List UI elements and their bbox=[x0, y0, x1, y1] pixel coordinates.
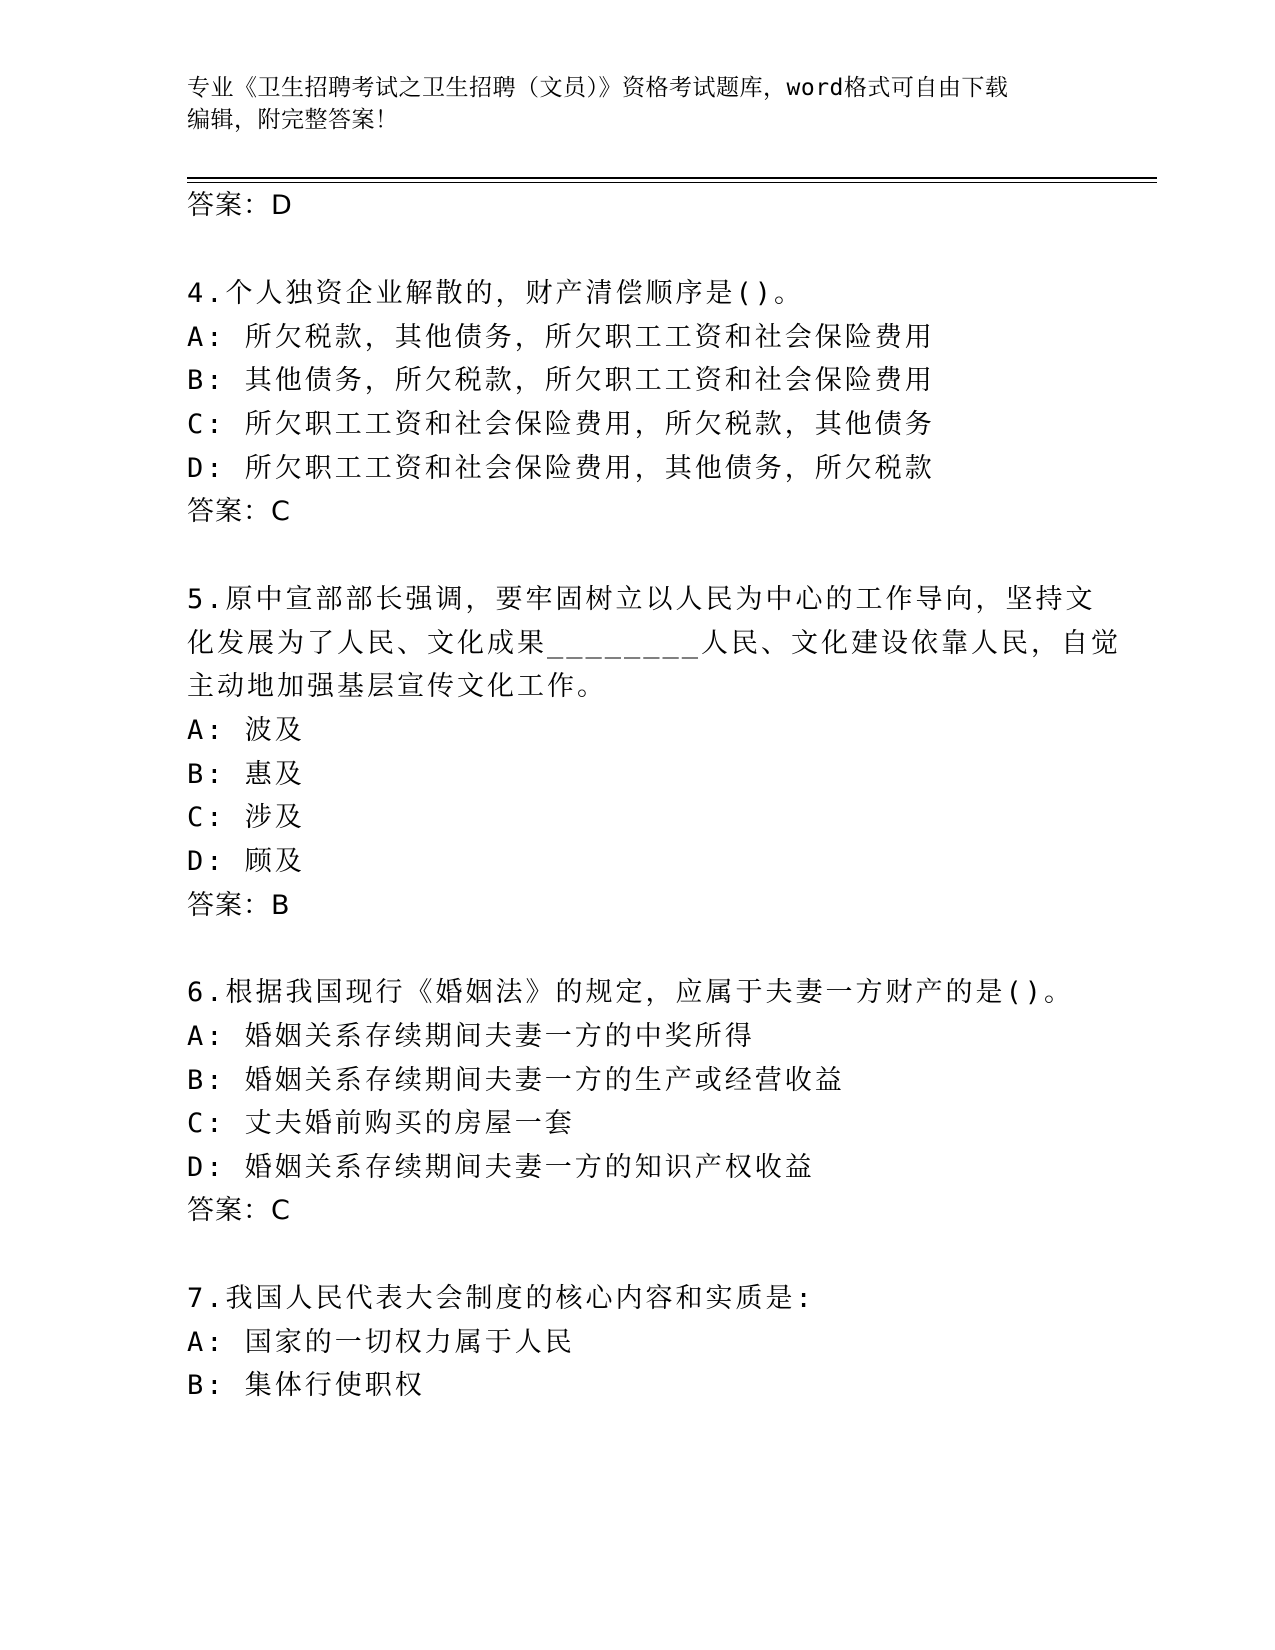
question-4-option-b: B: 其他债务，所欠税款，所欠职工工资和社会保险费用 bbox=[187, 365, 935, 396]
question-5-answer: 答案：B bbox=[187, 890, 291, 921]
question-6-option-b: B: 婚姻关系存续期间夫妻一方的生产或经营收益 bbox=[187, 1065, 845, 1096]
question-7-stem: 7.我国人民代表大会制度的核心内容和实质是: bbox=[187, 1283, 815, 1314]
question-7-option-b: B: 集体行使职权 bbox=[187, 1370, 425, 1401]
question-4-answer: 答案：C bbox=[187, 496, 291, 527]
page-header bbox=[187, 72, 1087, 136]
question-5-option-a: A: 波及 bbox=[187, 715, 305, 746]
answer-previous: 答案：D bbox=[187, 190, 293, 221]
question-6-stem: 6.根据我国现行《婚姻法》的规定，应属于夫妻一方财产的是()。 bbox=[187, 977, 1075, 1008]
question-6-option-a: A: 婚姻关系存续期间夫妻一方的中奖所得 bbox=[187, 1021, 755, 1052]
question-5-stem-line-1: 5.原中宣部部长强调，要牢固树立以人民为中心的工作导向，坚持文 bbox=[187, 584, 1096, 615]
question-4-stem: 4.个人独资企业解散的，财产清偿顺序是()。 bbox=[187, 278, 805, 309]
header-line-2: 编辑，附完整答案！ bbox=[187, 107, 399, 133]
question-4-option-c: C: 所欠职工工资和社会保险费用，所欠税款，其他债务 bbox=[187, 409, 935, 440]
question-5-option-c: C: 涉及 bbox=[187, 802, 305, 833]
question-4-option-a: A: 所欠税款，其他债务，所欠职工工资和社会保险费用 bbox=[187, 322, 935, 353]
question-5-stem-line-2: 化发展为了人民、文化成果________人民、文化建设依靠人民，自觉 bbox=[187, 628, 1122, 659]
question-5-option-d: D: 顾及 bbox=[187, 846, 305, 877]
question-5-stem-line-3: 主动地加强基层宣传文化工作。 bbox=[187, 671, 607, 702]
question-6-answer: 答案：C bbox=[187, 1195, 291, 1226]
header-divider bbox=[187, 177, 1157, 183]
question-6-option-d: D: 婚姻关系存续期间夫妻一方的知识产权收益 bbox=[187, 1152, 815, 1183]
header-line-1: 专业《卫生招聘考试之卫生招聘（文员）》资格考试题库，word格式可自由下载 bbox=[187, 75, 1009, 101]
question-4-option-d: D: 所欠职工工资和社会保险费用，其他债务，所欠税款 bbox=[187, 453, 935, 484]
question-5-option-b: B: 惠及 bbox=[187, 759, 305, 790]
question-7-option-a: A: 国家的一切权力属于人民 bbox=[187, 1327, 575, 1358]
question-6-option-c: C: 丈夫婚前购买的房屋一套 bbox=[187, 1108, 575, 1139]
